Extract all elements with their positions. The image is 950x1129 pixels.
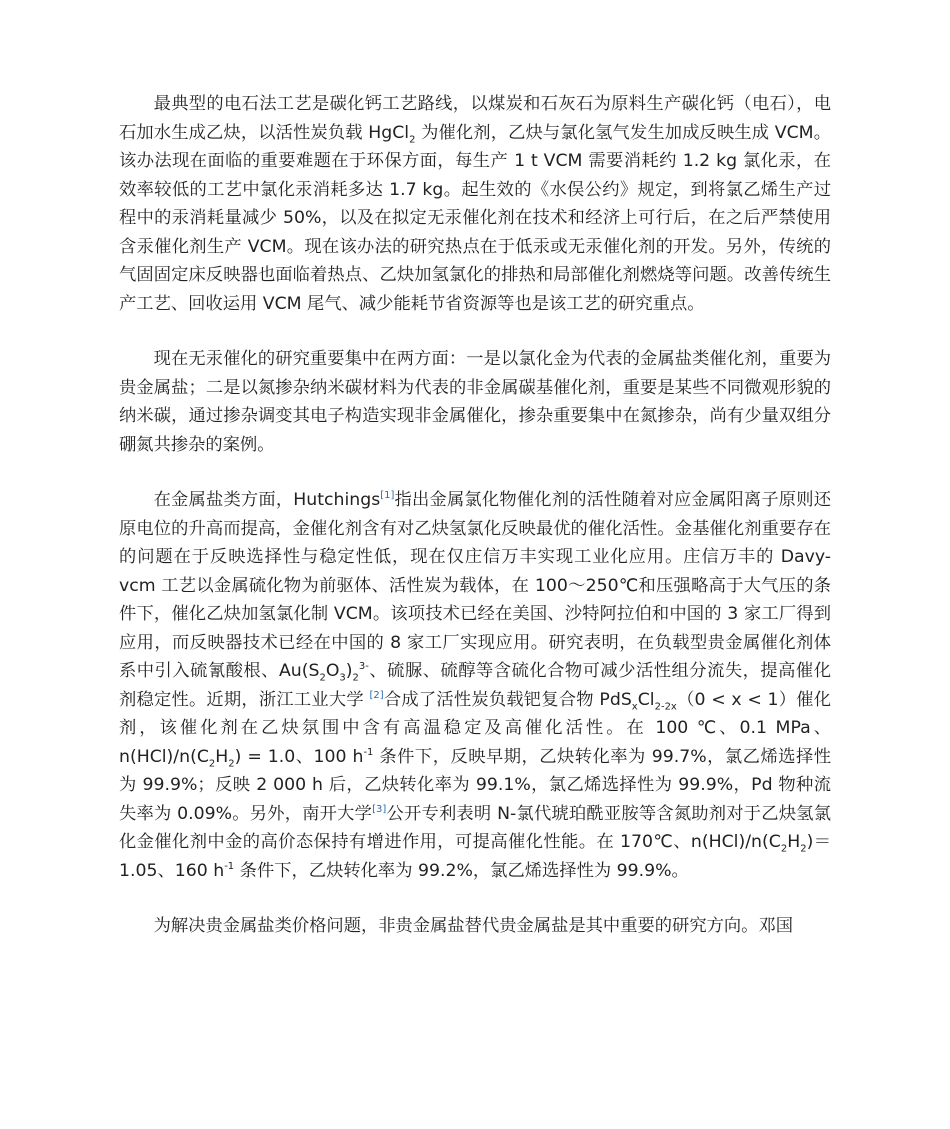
document-page xyxy=(119,90,831,968)
subscript: 2 xyxy=(228,757,235,769)
text-run: )＝1.05、160 h xyxy=(119,832,831,881)
subscript: 2 xyxy=(780,843,788,855)
text-run: 指出金属氯化物催化剂的活性随着对应金属阳离子原则还原电位的升高而提高，金催化剂含有对乙炔氢氯化反映最优的催化活性。金基催化剂重要存在的问题在于反映选择性与稳定性低，现在仅庄信万丰实现工业化应用。庄信万丰的 Davy-vcm 工艺以金属硫化物为前驱体、活性炭为载体，在 100～250℃和压强略高于大气压的条件下，催化乙炔加氢氯化制 VCM。该项技术已经在美国、沙特阿拉伯和中国的 3 家工厂得到应用，而反映器技术已经在中国的 8 家工厂实现应用。研究表明，在负载型贵金属催化剂体系中引入硫氰酸根、Au(S xyxy=(119,490,831,681)
subscript: 3 xyxy=(339,672,346,684)
superscript: -1 xyxy=(363,746,374,758)
subscript: 2-2x xyxy=(654,700,677,712)
paragraph-3 xyxy=(119,486,831,885)
text-run: Cl xyxy=(637,689,655,710)
citation-reference: [3] xyxy=(372,803,387,815)
text-run: （0 < x < 1）催化剂，该催化剂在乙炔氛围中含有高温稳定及高催化活性。在 100 ℃、0.1 MPa、n(HCl)/n(C xyxy=(119,689,831,767)
text-run: 、硫脲、硫醇等含硫化合物可减少活性组分流失，提高催化剂稳定性。近期，浙江工业大学 xyxy=(119,661,831,710)
paragraph-1 xyxy=(119,90,831,318)
subscript: 2 xyxy=(352,672,359,684)
text-run: H xyxy=(787,832,801,852)
citation-reference: [2] xyxy=(369,689,384,701)
text-run: 条件下，反映早期，乙炔转化率为 99.7%，氯乙烯选择性为 99.9%；反映 2 000 h 后，乙炔转化率为 99.1%，氯乙烯选择性为 99.9%，Pd 物种流失率为 0.09%。另外，南开大学 xyxy=(119,746,832,824)
subscript: x xyxy=(631,700,638,712)
text-run: 在金属盐类方面，Hutchings xyxy=(153,490,381,510)
superscript: 3- xyxy=(358,661,369,673)
text-run: ) = 1.0、100 h xyxy=(234,746,364,767)
text-run: ) xyxy=(345,661,353,681)
text-run: 为催化剂，乙炔与氯化氢气发生加成反映生成 VCM。该办法现在面临的重要难题在于环保方面，每生产 1 t VCM 需要消耗约 1.2 kg 氯化汞，在效率较低的工艺中氯化汞消耗多达 1.7 kg。起生效的《水俣公约》规定，到将氯乙烯生产过程中的汞消耗量减少 50%，以及在拟定无汞催化剂在技术和经济上可行后，在之后严禁使用含汞催化剂生产 VCM。现在该办法的研究热点在于低汞或无汞催化剂的开发。另外，传统的气固固定床反映器也面临着热点、乙炔加氢氯化的排热和局部催化剂燃烧等问题。改善传统生产工艺、回收运用 VCM 尾气、减少能耗节省资源等也是该工艺的研究重点。 xyxy=(119,122,831,314)
subscript: 2 xyxy=(409,133,416,145)
subscript: 2 xyxy=(800,843,807,855)
superscript: -1 xyxy=(224,860,235,872)
text-run: 为解决贵金属盐类价格问题，非贵金属盐替代贵金属盐是其中重要的研究方向。邓国 xyxy=(153,916,794,936)
subscript: 2 xyxy=(319,672,326,684)
citation-reference: [1] xyxy=(380,490,395,502)
text-run: 条件下，乙炔转化率为 99.2%，氯乙烯选择性为 99.9%。 xyxy=(234,860,689,881)
text-run: O xyxy=(325,661,340,681)
text-run: 合成了活性炭负载钯复合物 PdS xyxy=(383,689,632,710)
paragraph-2 xyxy=(119,345,831,459)
text-run: 最典型的电石法工艺是碳化钙工艺路线，以煤炭和石灰石为原料生产碳化钙（电石），电石加水生成乙炔，以活性炭负载 HgCl xyxy=(119,94,831,143)
text-run: H xyxy=(215,746,229,767)
text-run: 公开专利表明 N-氯代琥珀酰亚胺等含氮助剂对于乙炔氢氯化金催化剂中金的高价态保持有增进作用，可提高催化性能。在 170℃、n(HCl)/n(C xyxy=(119,803,831,852)
paragraph-4 xyxy=(119,912,831,941)
subscript: 2 xyxy=(208,757,216,769)
text-run: 现在无汞催化的研究重要集中在两方面：一是以氯化金为代表的金属盐类催化剂，重要为贵金属盐；二是以氮掺杂纳米碳材料为代表的非金属碳基催化剂，重要是某些不同微观形貌的纳米碳，通过掺杂调变其电子构造实现非金属催化，掺杂重要集中在氮掺杂，尚有少量双组分硼氮共掺杂的案例。 xyxy=(119,349,831,455)
